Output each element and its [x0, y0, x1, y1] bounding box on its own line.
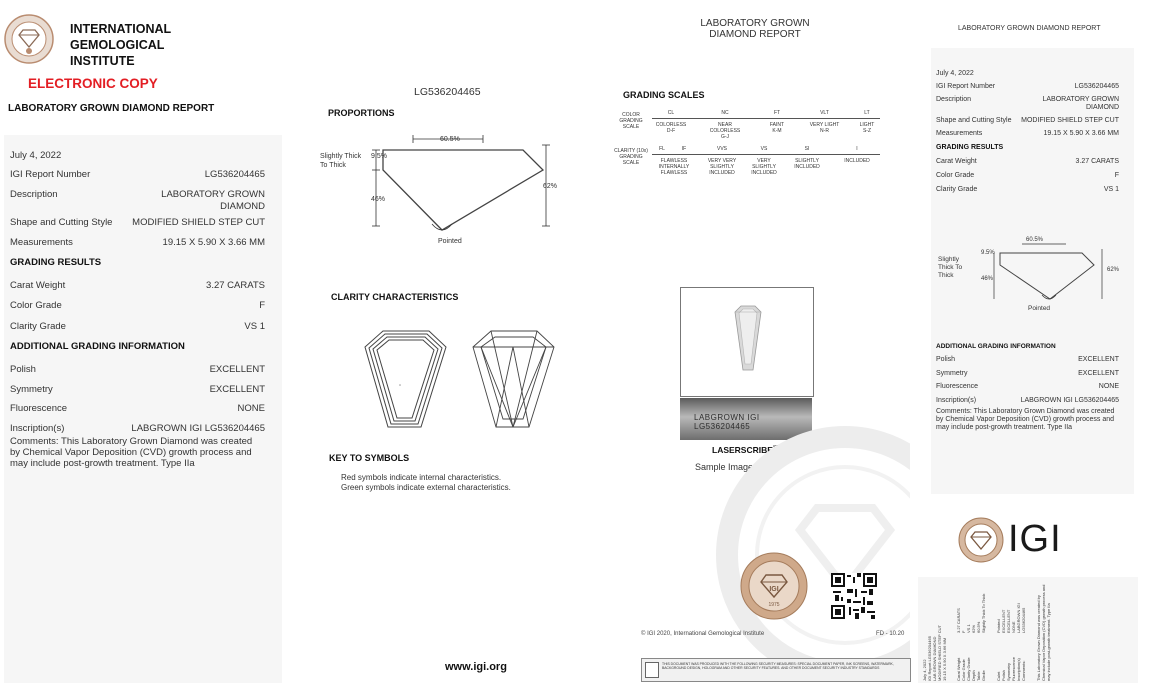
scale-divider [652, 118, 880, 119]
right-grading-heading: GRADING RESULTS [936, 144, 1004, 151]
clarity-characteristics-heading: CLARITY CHARACTERISTICS [331, 292, 459, 302]
right-table-percentage: 60.5% [1026, 237, 1044, 243]
grading-row-carat [10, 280, 265, 291]
additional-label: Polish [10, 364, 36, 375]
right-grading [936, 158, 1119, 198]
right-culet-description: Pointed [1028, 305, 1051, 312]
right-additional [936, 356, 1119, 411]
crown-percentage: 9.5% [371, 153, 387, 160]
stub-col5-line: EXCELLENT [1006, 609, 1011, 633]
right-detail-label: Shape and Cutting Style [936, 117, 1012, 124]
grading-scales-heading: GRADING SCALES [623, 90, 705, 100]
right-grading-row-color [936, 172, 1119, 179]
stub-col2 [956, 631, 986, 681]
stub-col2-line: Clarity Grade [966, 657, 971, 681]
additional-row-symmetry [10, 384, 265, 395]
additional-info-heading: ADDITIONAL GRADING INFORMATION [10, 341, 185, 352]
igi-logo-large [958, 517, 1068, 563]
clarity-plot-diagrams [355, 327, 565, 437]
laserscribe-text: LASERSCRIBE [712, 445, 773, 455]
clarity-desc-vs: VERY SLIGHTLY INCLUDED [751, 158, 777, 176]
stub-col2-line: Girdle [981, 670, 986, 681]
right-additional-label: Fluorescence [936, 383, 979, 390]
stub-col1-line: IGI Report LG536204465 [927, 636, 932, 681]
stub-col1 [922, 581, 947, 681]
diamond-photo [680, 287, 814, 397]
right-report-date: July 4, 2022 [936, 70, 974, 77]
report-date: July 4, 2022 [10, 150, 62, 161]
right-diamond-profile-outline [1000, 253, 1094, 299]
stub-col3-line: 60.5% [976, 621, 981, 633]
igi-seal-gold [740, 552, 808, 620]
additional-value: EXCELLENT [209, 384, 265, 395]
clarity-desc-flawless: FLAWLESS INTERNALLY FLAWLESS [658, 158, 690, 176]
right-comments-text: Comments: This Laboratory Grown Diamond was created by Chemical Vapor Deposition (CVD) growth process and may include post-growth treatment. Type IIa [936, 408, 1115, 431]
stub-rotated-content [918, 577, 1138, 683]
stub-col1-line: LAB GROWN DIAMOND [932, 636, 937, 681]
right-grading-row-carat [936, 158, 1119, 165]
detail-row-measurements [10, 237, 265, 248]
key-line-red: Red symbols indicate internal characteristics. [341, 473, 502, 482]
security-note-text: THIS DOCUMENT WAS PRODUCED WITH THE FOLLOWING SECURITY MEASURES: SPECIAL DOCUMENT PAPER, INK SCREENS, WATERMARK, BACKGROUND DESIGN, HOLOGRAM AND OTHER SECURITY FEATURES. AND OTHER DOCUMENT SECURITY INDUSTRY STANDARDS [662, 662, 894, 671]
color-scale-label: COLOR GRADING SCALE [619, 112, 643, 130]
sample-image-caption: Sample Image Used [695, 462, 777, 472]
right-crown-percentage: 9.5% [981, 250, 995, 256]
additional-row-fluorescence [10, 403, 265, 414]
stub-col4-line: Inscription(s) [1016, 658, 1021, 681]
right-detail-value: LG536204465 [1074, 83, 1119, 90]
right-detail-value: 19.15 X 5.90 X 3.66 MM [1043, 130, 1119, 137]
stub-col3 [956, 579, 986, 633]
clarity-scale-label: CLARITY (10x) GRADING SCALE [614, 148, 648, 166]
clarity-code-vvs: VVS [716, 146, 727, 152]
scale-divider [652, 154, 880, 155]
detail-label: Description [10, 189, 58, 200]
detail-value: 19.15 X 5.90 X 3.66 MM [162, 237, 265, 248]
stub-col4-line: Fluorescence [1011, 656, 1016, 681]
form-code: FD - 10.20 [876, 631, 905, 637]
gold-seal-icon [740, 552, 808, 620]
igi-seal-logo-small [4, 14, 54, 64]
grading-label: Clarity Grade [10, 321, 66, 332]
qr-code[interactable] [831, 573, 877, 619]
key-to-symbols-text [341, 473, 511, 493]
institute-name-line1: INTERNATIONAL [70, 22, 172, 36]
detail-row-shape [10, 217, 265, 228]
diamond-profile-outline [383, 150, 543, 230]
color-desc-colorless: COLORLESS D-F [655, 122, 687, 134]
right-detail-label: Description [936, 96, 972, 103]
stub-col2-line: Carat Weight [956, 657, 961, 681]
stub-col5-line: NONE [1011, 621, 1016, 633]
pavilion-percentage: 46% [371, 196, 386, 203]
additional-value: NONE [237, 403, 265, 414]
report-type-title: LABORATORY GROWN DIAMOND REPORT [8, 103, 215, 114]
color-code-ft: FT [773, 110, 781, 116]
color-code-cl: CL [667, 110, 675, 116]
clarity-desc-vvs: VERY VERY SLIGHTLY INCLUDED [707, 158, 737, 176]
right-grading-label: Color Grade [936, 172, 975, 179]
laserscribe-mark: SM [772, 445, 781, 452]
grading-value: VS 1 [244, 321, 265, 332]
stub-col5-line: LABGROWN IGI LG536204465 [1016, 603, 1026, 633]
pavilion-view-outline [473, 331, 554, 427]
laser-inscription-text: LABGROWN IGI LG536204465 [694, 413, 760, 431]
clarity-code-vs: VS [760, 146, 768, 152]
right-detail-value: MODIFIED SHIELD STEP CUT [1021, 117, 1119, 124]
proportions-heading: PROPORTIONS [328, 108, 395, 118]
color-code-vlt: VLT [820, 110, 829, 116]
stub-col2-line: Table [976, 671, 981, 681]
additional-label: Inscription(s) [10, 423, 65, 434]
stub-col4-line: Polish [1001, 670, 1006, 681]
clarity-desc-si: SLIGHTLY INCLUDED [794, 158, 820, 170]
right-additional-label: Inscription(s) [936, 397, 977, 404]
stub-col6 [1036, 581, 1051, 681]
additional-row-inscription [10, 423, 265, 434]
stub-col4-line: Culet [996, 671, 1001, 681]
grading-row-clarity [10, 321, 265, 332]
stub-col5 [996, 579, 1026, 633]
culet-description: Pointed [438, 238, 462, 245]
detail-value: MODIFIED SHIELD STEP CUT [132, 217, 265, 228]
stub-col3-line: F [961, 630, 966, 633]
stub-col4 [996, 631, 1026, 681]
right-girdle-description: Slightly Thick To Thick [938, 256, 963, 279]
color-desc-very-light: VERY LIGHT N-R [809, 122, 840, 134]
left-details [10, 169, 265, 269]
additional-label: Fluorescence [10, 403, 68, 414]
left-additional [10, 364, 265, 444]
stub-col4-line: Comments: [1021, 660, 1026, 681]
grading-value: 3.27 CARATS [206, 280, 265, 291]
right-grading-row-clarity [936, 186, 1119, 193]
right-detail-row-measurements [936, 130, 1119, 137]
electronic-copy-label: ELECTRONIC COPY [28, 76, 158, 91]
grading-results-heading: GRADING RESULTS [10, 257, 102, 268]
color-code-nc: NC [721, 110, 729, 116]
right-detail-label: IGI Report Number [936, 83, 996, 90]
seal-igi-text: IGI [769, 586, 779, 593]
seal-icon [4, 14, 54, 64]
right-grading-label: Carat Weight [936, 158, 977, 165]
right-additional-row-polish [936, 356, 1119, 363]
girdle-description: Slightly Thick To Thick [320, 153, 362, 169]
detail-value: LABORATORY GROWN DIAMOND [161, 189, 265, 212]
right-additional-label: Polish [936, 356, 956, 363]
color-desc-light: LIGHT S-Z [859, 122, 875, 134]
left-grading [10, 280, 265, 340]
igi-seal-icon [958, 517, 1004, 563]
detail-value: LG536204465 [204, 169, 265, 180]
right-additional-value: NONE [1098, 383, 1119, 390]
key-to-symbols-heading: KEY TO SYMBOLS [329, 453, 410, 463]
color-desc-near-colorless: NEAR COLORLESS G-J [709, 122, 741, 140]
stub-col4-line: Symmetry [1006, 663, 1011, 681]
right-detail-label: Measurements [936, 130, 983, 137]
grading-value: F [259, 300, 265, 311]
stub-col3-line: 62% [971, 624, 976, 633]
report-number-header: LG536204465 [414, 86, 481, 98]
right-report-header: LABORATORY GROWN DIAMOND REPORT [958, 25, 1101, 32]
right-pavilion-percentage: 46% [981, 276, 994, 282]
left-report-panel [4, 135, 282, 683]
website-url[interactable]: www.igi.org [445, 661, 507, 673]
clarity-code-i: I [856, 146, 858, 152]
security-features-banner [641, 658, 911, 682]
detail-label: Measurements [10, 237, 73, 248]
depth-percentage: 62% [543, 183, 558, 190]
right-additional-row-inscription [936, 397, 1119, 404]
diamond-photo-image [681, 288, 813, 396]
document-icon [645, 662, 659, 678]
stub-col1-line: July 4, 2022 [922, 659, 927, 681]
additional-label: Symmetry [10, 384, 53, 395]
right-grading-value: 3.27 CARATS [1075, 158, 1119, 165]
color-code-lt: LT [864, 110, 870, 116]
institute-name-line3: INSTITUTE [70, 54, 135, 68]
color-desc-faint: FAINT K-M [769, 122, 785, 134]
detail-row-report-number [10, 169, 265, 180]
clarity-code-si: SI [804, 146, 810, 152]
stub-col2-line: Depth [971, 670, 976, 681]
right-detail-value: LABORATORY GROWN DIAMOND [1042, 96, 1119, 111]
right-additional-value: EXCELLENT [1078, 370, 1119, 377]
key-line-green: Green symbols indicate external characteristics. [341, 483, 511, 492]
right-additional-row-symmetry [936, 370, 1119, 377]
additional-value: LABGROWN IGI LG536204465 [131, 423, 265, 434]
grading-label: Color Grade [10, 300, 62, 311]
right-additional-value: EXCELLENT [1078, 356, 1119, 363]
clarity-desc-i: INCLUDED [844, 158, 870, 164]
igi-wordmark: IGI [1008, 518, 1062, 560]
right-detail-row-report-number [936, 83, 1119, 90]
stub-col3-line: Slightly Thick To Thick [981, 593, 986, 633]
stub-col3-line: 3.27 CARATS [956, 608, 961, 633]
institute-name-line2: GEMOLOGICAL [70, 38, 165, 52]
stub-col5-line: EXCELLENT [1001, 609, 1006, 633]
right-depth-percentage: 62% [1107, 267, 1120, 273]
clarity-code-if: IF [681, 146, 687, 152]
right-report-panel [931, 48, 1134, 494]
right-detail-row-shape [936, 117, 1119, 124]
right-additional-value: LABGROWN IGI LG536204465 [1020, 397, 1119, 404]
right-grading-label: Clarity Grade [936, 186, 978, 193]
grading-label: Carat Weight [10, 280, 66, 291]
header-report-title: LABORATORY GROWN DIAMOND REPORT [700, 18, 810, 40]
crown-view-outline [365, 331, 446, 427]
stub-col1-line: 19.15 X 5.90 X 3.66 MM [942, 637, 947, 681]
stub-col5-line: Pointed [996, 619, 1001, 633]
table-percentage: 60.5% [440, 136, 460, 143]
rotated-report-stub [918, 577, 1138, 683]
stub-col2-line: Color Grade [961, 659, 966, 681]
right-additional-row-fluorescence [936, 383, 1119, 390]
institute-name [70, 21, 171, 69]
stub-col1-line: MODIFIED SHIELD STEP CUT [937, 625, 942, 681]
detail-label: Shape and Cutting Style [10, 217, 113, 228]
right-additional-heading: ADDITIONAL GRADING INFORMATION [936, 343, 1056, 350]
clarity-scale-cells [652, 146, 880, 176]
right-grading-value: VS 1 [1103, 186, 1119, 193]
seal-year-text: 1975 [768, 602, 780, 608]
right-details [936, 83, 1119, 143]
qr-code-icon [831, 573, 877, 619]
stub-col6-line: This Laboratory Grown Diamond was created by Chemical Vapor Deposition (CVD) growth process and may include post-growth treatment. Type IIa [1036, 584, 1051, 681]
additional-value: EXCELLENT [209, 364, 265, 375]
right-additional-label: Symmetry [936, 370, 968, 377]
detail-row-description [10, 189, 265, 212]
additional-row-polish [10, 364, 265, 375]
detail-label: IGI Report Number [10, 169, 91, 180]
copyright-notice: © IGI 2020, International Gemological Institute [641, 631, 765, 637]
stub-col3-line: VS 1 [966, 624, 971, 633]
clarity-code-fl: FL [659, 146, 665, 152]
right-grading-value: F [1114, 172, 1119, 179]
proportions-diagram [300, 128, 570, 253]
color-scale-cells [652, 110, 880, 140]
right-detail-row-description [936, 96, 1119, 111]
grading-row-color [10, 300, 265, 311]
comments-text: Comments: This Laboratory Grown Diamond was created by Chemical Vapor Deposition (CVD) growth process and may include post-growth treatment. Type IIa [10, 436, 253, 469]
